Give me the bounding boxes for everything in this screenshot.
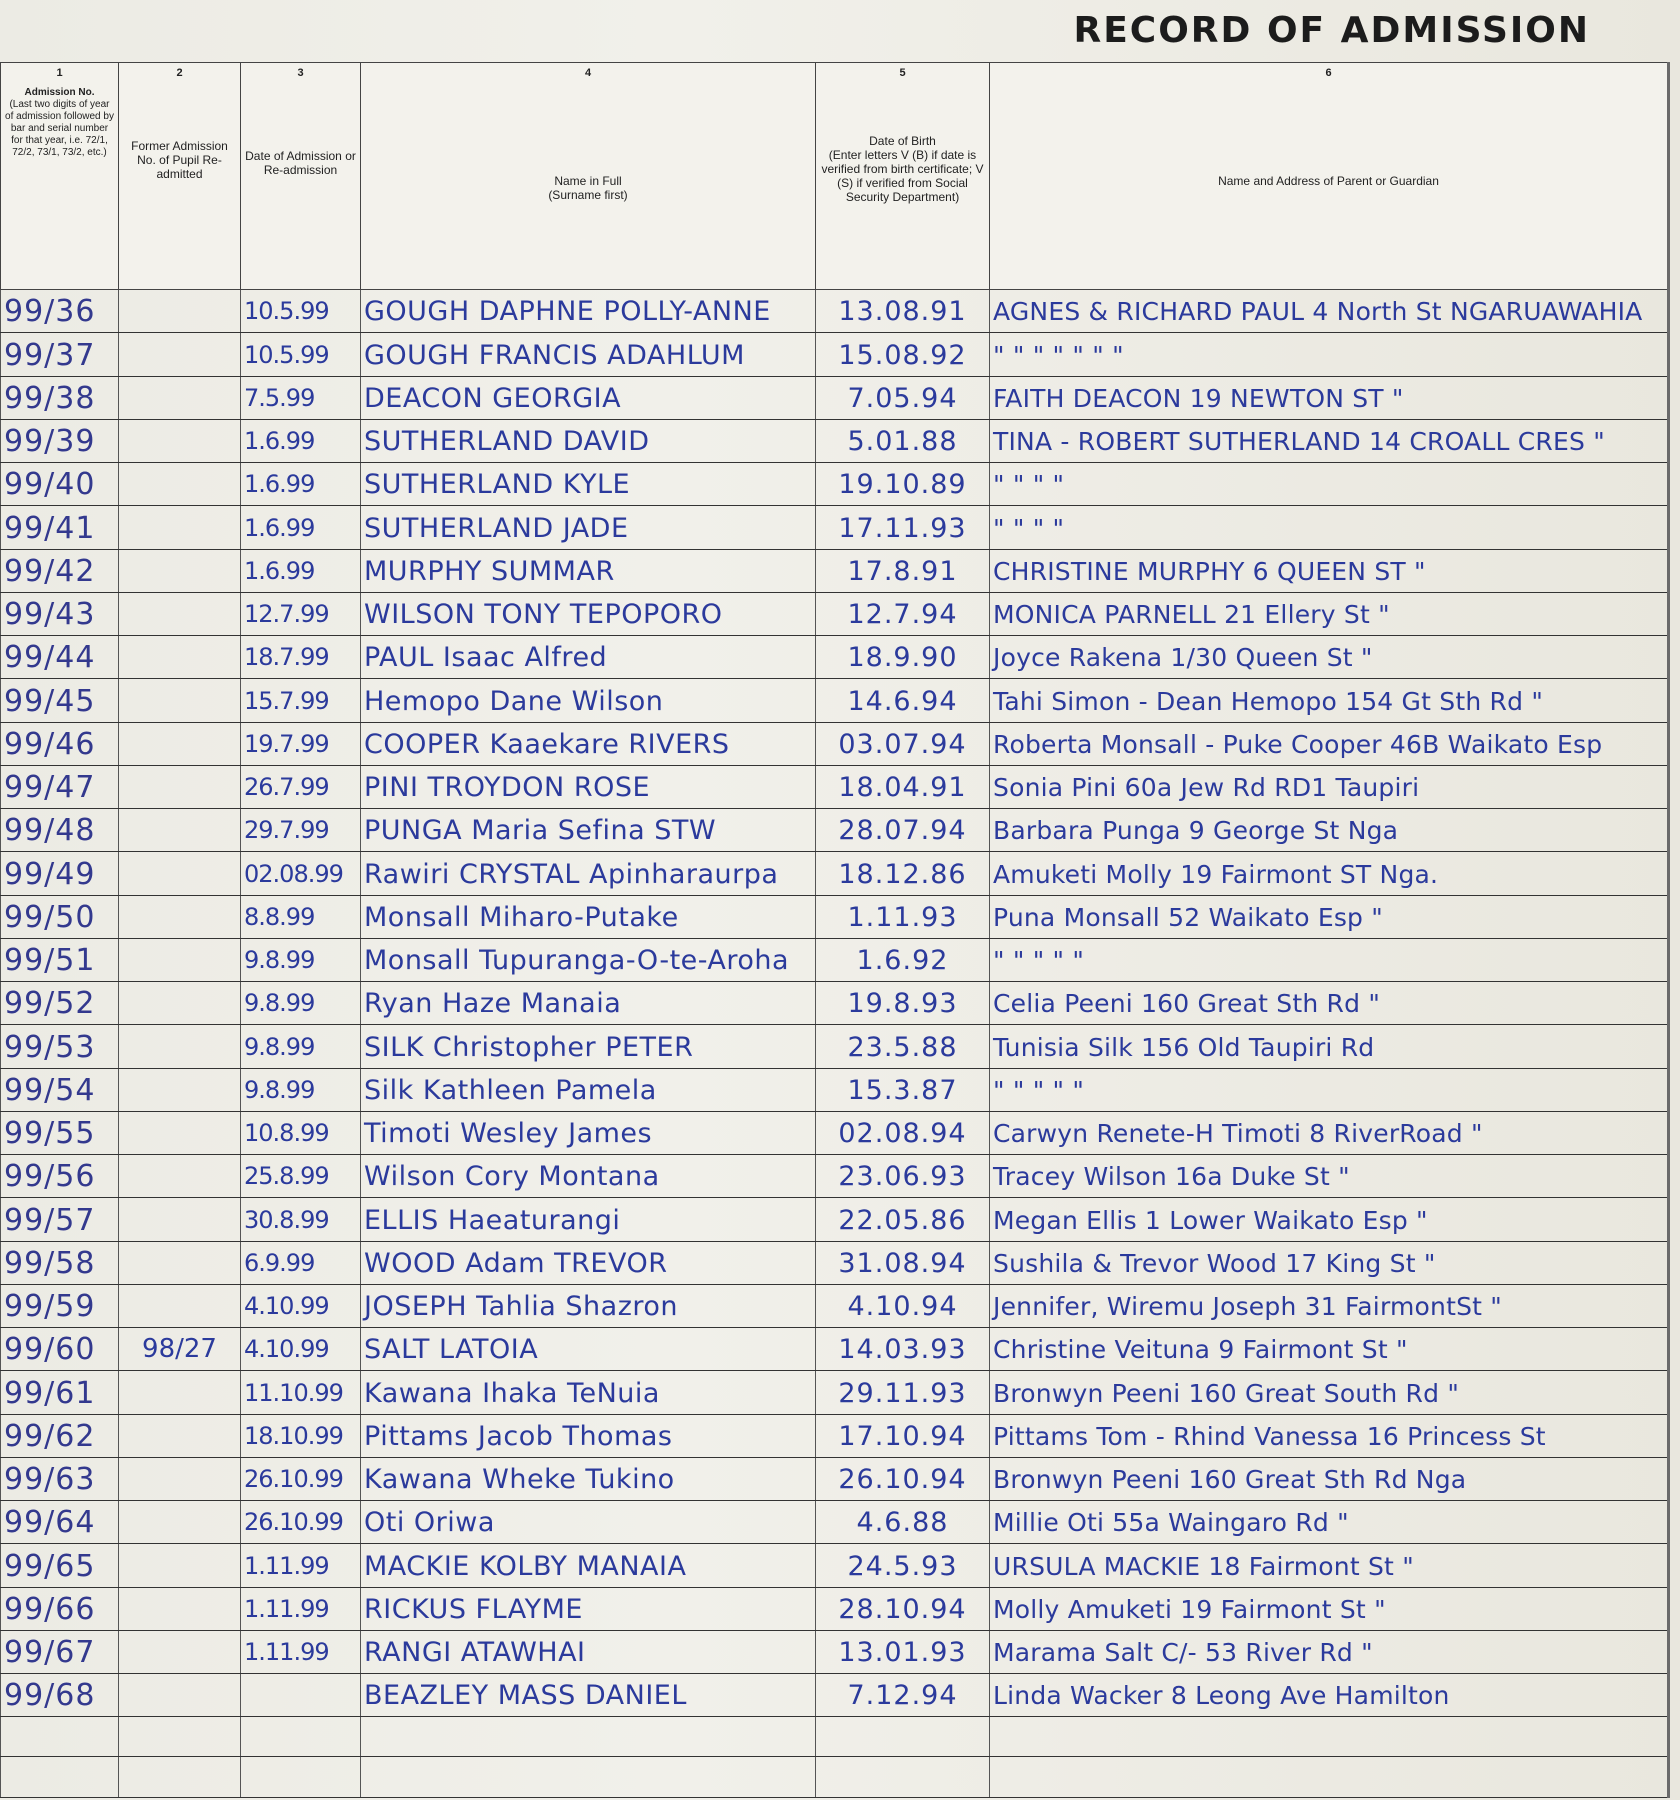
full-name-cell: COOPER Kaaekare RIVERS — [361, 722, 816, 765]
former-admission-no-cell — [119, 1198, 241, 1241]
admission-no-cell: 99/37 — [1, 333, 119, 376]
date-of-birth-cell: 18.04.91 — [816, 765, 990, 808]
admission-date-cell: 1.11.99 — [241, 1587, 361, 1630]
parent-guardian-cell: Sushila & Trevor Wood 17 King St " — [990, 1241, 1669, 1284]
former-admission-no-cell — [119, 333, 241, 376]
parent-guardian-cell: Christine Veituna 9 Fairmont St " — [990, 1328, 1669, 1371]
parent-guardian-cell: Tunisia Silk 156 Old Taupiri Rd — [990, 1025, 1669, 1068]
full-name-cell: Pittams Jacob Thomas — [361, 1414, 816, 1457]
admission-no-cell: 99/59 — [1, 1284, 119, 1327]
admission-date-cell: 12.7.99 — [241, 592, 361, 635]
date-of-birth-cell: 7.12.94 — [816, 1674, 990, 1717]
admission-no-cell: 99/51 — [1, 938, 119, 981]
column-number: 4 — [584, 67, 592, 79]
admission-no-cell: 99/42 — [1, 549, 119, 592]
empty-cell — [361, 1757, 816, 1798]
admission-no-cell: 99/46 — [1, 722, 119, 765]
date-of-birth-cell: 31.08.94 — [816, 1241, 990, 1284]
parent-guardian-cell: " " " " " — [990, 938, 1669, 981]
column-label: Date of Admission or Re-admission — [245, 149, 356, 177]
table-row — [1, 852, 1669, 895]
former-admission-no-cell — [119, 463, 241, 506]
admission-no-cell: 99/47 — [1, 765, 119, 808]
empty-cell — [1, 1757, 119, 1798]
table-row — [1, 1111, 1669, 1154]
former-admission-no-cell — [119, 636, 241, 679]
empty-cell — [119, 1717, 241, 1757]
column-number: 2 — [176, 67, 183, 79]
column-header-name-in-full — [361, 63, 816, 290]
parent-guardian-cell: MONICA PARNELL 21 Ellery St " — [990, 592, 1669, 635]
full-name-cell: JOSEPH Tahlia Shazron — [361, 1284, 816, 1327]
table-row — [1, 290, 1669, 333]
empty-cell — [241, 1717, 361, 1757]
full-name-cell: Kawana Ihaka TeNuia — [361, 1371, 816, 1414]
full-name-cell: Ryan Haze Manaia — [361, 982, 816, 1025]
column-header-parent-guardian — [990, 63, 1669, 290]
table-row — [1, 333, 1669, 376]
date-of-birth-cell: 1.11.93 — [816, 895, 990, 938]
admission-no-cell: 99/39 — [1, 419, 119, 462]
date-of-birth-cell: 1.6.92 — [816, 938, 990, 981]
parent-guardian-cell: FAITH DEACON 19 NEWTON ST " — [990, 376, 1669, 419]
full-name-cell: PAUL Isaac Alfred — [361, 636, 816, 679]
table-row — [1, 463, 1669, 506]
admission-date-cell: 18.7.99 — [241, 636, 361, 679]
admission-date-cell: 30.8.99 — [241, 1198, 361, 1241]
admission-no-cell: 99/62 — [1, 1414, 119, 1457]
full-name-cell: Hemopo Dane Wilson — [361, 679, 816, 722]
date-of-birth-cell: 15.3.87 — [816, 1068, 990, 1111]
empty-table-row — [1, 1717, 1669, 1757]
former-admission-no-cell — [119, 290, 241, 333]
table-row — [1, 679, 1669, 722]
empty-cell — [119, 1757, 241, 1798]
parent-guardian-cell: Molly Amuketi 19 Fairmont St " — [990, 1587, 1669, 1630]
parent-guardian-cell: Pittams Tom - Rhind Vanessa 16 Princess St — [990, 1414, 1669, 1457]
full-name-cell: BEAZLEY MASS DANIEL — [361, 1674, 816, 1717]
full-name-cell: GOUGH DAPHNE POLLY-ANNE — [361, 290, 816, 333]
table-row — [1, 809, 1669, 852]
full-name-cell: PINI TROYDON ROSE — [361, 765, 816, 808]
admission-date-cell: 10.5.99 — [241, 333, 361, 376]
former-admission-no-cell — [119, 1025, 241, 1068]
date-of-birth-cell: 14.6.94 — [816, 679, 990, 722]
admission-date-cell: 02.08.99 — [241, 852, 361, 895]
full-name-cell: Oti Oriwa — [361, 1501, 816, 1544]
full-name-cell: Silk Kathleen Pamela — [361, 1068, 816, 1111]
admission-no-cell: 99/64 — [1, 1501, 119, 1544]
full-name-cell: Rawiri CRYSTAL Apinharaurpa — [361, 852, 816, 895]
date-of-birth-cell: 22.05.86 — [816, 1198, 990, 1241]
former-admission-no-cell — [119, 1414, 241, 1457]
admission-no-cell: 99/60 — [1, 1328, 119, 1371]
parent-guardian-cell: Marama Salt C/- 53 River Rd " — [990, 1630, 1669, 1673]
former-admission-no-cell — [119, 852, 241, 895]
full-name-cell: Wilson Cory Montana — [361, 1155, 816, 1198]
table-row — [1, 1414, 1669, 1457]
table-row — [1, 982, 1669, 1025]
date-of-birth-cell: 17.10.94 — [816, 1414, 990, 1457]
column-note: (Surname first) — [548, 188, 628, 202]
date-of-birth-cell: 19.10.89 — [816, 463, 990, 506]
date-of-birth-cell: 29.11.93 — [816, 1371, 990, 1414]
admission-date-cell: 1.11.99 — [241, 1544, 361, 1587]
parent-guardian-cell: AGNES & RICHARD PAUL 4 North St NGARUAWAHIA — [990, 290, 1669, 333]
admission-date-cell: 8.8.99 — [241, 895, 361, 938]
former-admission-no-cell — [119, 765, 241, 808]
full-name-cell: Timoti Wesley James — [361, 1111, 816, 1154]
parent-guardian-cell: Jennifer, Wiremu Joseph 31 FairmontSt " — [990, 1284, 1669, 1327]
table-row — [1, 419, 1669, 462]
parent-guardian-cell: " " " " " — [990, 1068, 1669, 1111]
parent-guardian-cell: " " " " " " " — [990, 333, 1669, 376]
table-header — [1, 63, 1669, 290]
table-row — [1, 1025, 1669, 1068]
admission-date-cell: 6.9.99 — [241, 1241, 361, 1284]
former-admission-no-cell — [119, 679, 241, 722]
column-label: Name and Address of Parent or Guardian — [1218, 174, 1439, 188]
date-of-birth-cell: 18.12.86 — [816, 852, 990, 895]
former-admission-no-cell — [119, 1630, 241, 1673]
admission-no-cell: 99/44 — [1, 636, 119, 679]
column-header-admission-no — [1, 63, 119, 290]
date-of-birth-cell: 14.03.93 — [816, 1328, 990, 1371]
column-header-date-of-admission — [241, 63, 361, 290]
date-of-birth-cell: 26.10.94 — [816, 1457, 990, 1500]
former-admission-no-cell — [119, 722, 241, 765]
parent-guardian-cell: Bronwyn Peeni 160 Great South Rd " — [990, 1371, 1669, 1414]
full-name-cell: SALT LATOIA — [361, 1328, 816, 1371]
full-name-cell: SUTHERLAND KYLE — [361, 463, 816, 506]
table-body — [1, 290, 1669, 1798]
column-label: Name in Full — [554, 174, 622, 188]
former-admission-no-cell — [119, 549, 241, 592]
parent-guardian-cell: URSULA MACKIE 18 Fairmont St " — [990, 1544, 1669, 1587]
admission-date-cell: 29.7.99 — [241, 809, 361, 852]
admission-date-cell: 25.8.99 — [241, 1155, 361, 1198]
date-of-birth-cell: 23.06.93 — [816, 1155, 990, 1198]
admission-no-cell: 99/53 — [1, 1025, 119, 1068]
former-admission-no-cell — [119, 1111, 241, 1154]
former-admission-no-cell — [119, 982, 241, 1025]
table-row — [1, 938, 1669, 981]
admission-date-cell: 10.5.99 — [241, 290, 361, 333]
table-row — [1, 722, 1669, 765]
full-name-cell: SILK Christopher PETER — [361, 1025, 816, 1068]
admission-date-cell: 9.8.99 — [241, 982, 361, 1025]
table-row — [1, 636, 1669, 679]
date-of-birth-cell: 02.08.94 — [816, 1111, 990, 1154]
column-header-date-of-birth — [816, 63, 990, 290]
former-admission-no-cell — [119, 1284, 241, 1327]
date-of-birth-cell: 19.8.93 — [816, 982, 990, 1025]
full-name-cell: Monsall Tupuranga-O-te-Aroha — [361, 938, 816, 981]
parent-guardian-cell: Millie Oti 55a Waingaro Rd " — [990, 1501, 1669, 1544]
admission-date-cell: 4.10.99 — [241, 1284, 361, 1327]
parent-guardian-cell: Sonia Pini 60a Jew Rd RD1 Taupiri — [990, 765, 1669, 808]
admission-no-cell: 99/66 — [1, 1587, 119, 1630]
parent-guardian-cell: Celia Peeni 160 Great Sth Rd " — [990, 982, 1669, 1025]
full-name-cell: Monsall Miharo-Putake — [361, 895, 816, 938]
empty-cell — [816, 1717, 990, 1757]
parent-guardian-cell: " " " " — [990, 463, 1669, 506]
table-row — [1, 1241, 1669, 1284]
date-of-birth-cell: 03.07.94 — [816, 722, 990, 765]
admission-no-cell: 99/67 — [1, 1630, 119, 1673]
admission-no-cell: 99/55 — [1, 1111, 119, 1154]
admission-date-cell: 1.6.99 — [241, 549, 361, 592]
table-row — [1, 1674, 1669, 1717]
former-admission-no-cell — [119, 506, 241, 549]
empty-table-row — [1, 1757, 1669, 1798]
parent-guardian-cell: " " " " — [990, 506, 1669, 549]
admission-date-cell: 26.10.99 — [241, 1457, 361, 1500]
column-label: Former Admission No. of Pupil Re-admitted — [131, 139, 228, 181]
date-of-birth-cell: 17.11.93 — [816, 506, 990, 549]
former-admission-no-cell — [119, 1674, 241, 1717]
table-row — [1, 1371, 1669, 1414]
admission-no-cell: 99/63 — [1, 1457, 119, 1500]
full-name-cell: RANGI ATAWHAI — [361, 1630, 816, 1673]
date-of-birth-cell: 12.7.94 — [816, 592, 990, 635]
parent-guardian-cell: Bronwyn Peeni 160 Great Sth Rd Nga — [990, 1457, 1669, 1500]
parent-guardian-cell: Megan Ellis 1 Lower Waikato Esp " — [990, 1198, 1669, 1241]
empty-cell — [361, 1717, 816, 1757]
parent-guardian-cell: Amuketi Molly 19 Fairmont ST Nga. — [990, 852, 1669, 895]
full-name-cell: ELLIS Haeaturangi — [361, 1198, 816, 1241]
admission-no-cell: 99/38 — [1, 376, 119, 419]
date-of-birth-cell: 28.07.94 — [816, 809, 990, 852]
column-number: 3 — [297, 67, 304, 79]
admission-date-cell: 1.11.99 — [241, 1630, 361, 1673]
full-name-cell: WILSON TONY TEPOPORO — [361, 592, 816, 635]
parent-guardian-cell: TINA - ROBERT SUTHERLAND 14 CROALL CRES " — [990, 419, 1669, 462]
full-name-cell: Kawana Wheke Tukino — [361, 1457, 816, 1500]
column-note: (Enter letters V (B) if date is verified from birth certificate; V (S) if verified from Social Security Department) — [821, 148, 984, 204]
column-note: (Last two digits of year of admission followed by bar and serial number for that year, i.e. 72/1, 72/2, 73/1, 73/2, etc.) — [5, 99, 114, 158]
former-admission-no-cell — [119, 938, 241, 981]
admission-date-cell: 19.7.99 — [241, 722, 361, 765]
table-row — [1, 765, 1669, 808]
table-row — [1, 549, 1669, 592]
table-row — [1, 506, 1669, 549]
admission-no-cell: 99/58 — [1, 1241, 119, 1284]
date-of-birth-cell: 4.6.88 — [816, 1501, 990, 1544]
column-number: 1 — [56, 67, 63, 79]
full-name-cell: WOOD Adam TREVOR — [361, 1241, 816, 1284]
column-number: 6 — [1325, 67, 1332, 79]
former-admission-no-cell — [119, 1371, 241, 1414]
parent-guardian-cell: Carwyn Renete-H Timoti 8 RiverRoad " — [990, 1111, 1669, 1154]
admission-no-cell: 99/41 — [1, 506, 119, 549]
admission-no-cell: 99/57 — [1, 1198, 119, 1241]
date-of-birth-cell: 23.5.88 — [816, 1025, 990, 1068]
date-of-birth-cell: 7.05.94 — [816, 376, 990, 419]
full-name-cell: MACKIE KOLBY MANAIA — [361, 1544, 816, 1587]
admission-no-cell: 99/36 — [1, 290, 119, 333]
table-row — [1, 1284, 1669, 1327]
admission-no-cell: 99/52 — [1, 982, 119, 1025]
date-of-birth-cell: 15.08.92 — [816, 333, 990, 376]
parent-guardian-cell: Puna Monsall 52 Waikato Esp " — [990, 895, 1669, 938]
table-row — [1, 1587, 1669, 1630]
empty-cell — [241, 1757, 361, 1798]
column-header-former-admission-no — [119, 63, 241, 290]
admission-date-cell: 26.10.99 — [241, 1501, 361, 1544]
admission-date-cell: 9.8.99 — [241, 1068, 361, 1111]
admission-no-cell: 99/56 — [1, 1155, 119, 1198]
table-row — [1, 1457, 1669, 1500]
parent-guardian-cell: Joyce Rakena 1/30 Queen St " — [990, 636, 1669, 679]
admission-date-cell: 1.6.99 — [241, 419, 361, 462]
table-row — [1, 895, 1669, 938]
empty-cell — [990, 1757, 1669, 1798]
former-admission-no-cell — [119, 809, 241, 852]
admission-date-cell: 1.6.99 — [241, 463, 361, 506]
parent-guardian-cell: Tracey Wilson 16a Duke St " — [990, 1155, 1669, 1198]
date-of-birth-cell: 13.01.93 — [816, 1630, 990, 1673]
admission-no-cell: 99/54 — [1, 1068, 119, 1111]
admission-date-cell: 11.10.99 — [241, 1371, 361, 1414]
admission-date-cell: 1.6.99 — [241, 506, 361, 549]
full-name-cell: RICKUS FLAYME — [361, 1587, 816, 1630]
date-of-birth-cell: 4.10.94 — [816, 1284, 990, 1327]
full-name-cell: DEACON GEORGIA — [361, 376, 816, 419]
table-row — [1, 1068, 1669, 1111]
admission-no-cell: 99/68 — [1, 1674, 119, 1717]
empty-cell — [1, 1717, 119, 1757]
former-admission-no-cell — [119, 1544, 241, 1587]
admission-date-cell: 4.10.99 — [241, 1328, 361, 1371]
parent-guardian-cell: CHRISTINE MURPHY 6 QUEEN ST " — [990, 549, 1669, 592]
admission-date-cell: 15.7.99 — [241, 679, 361, 722]
admission-no-cell: 99/49 — [1, 852, 119, 895]
date-of-birth-cell: 28.10.94 — [816, 1587, 990, 1630]
date-of-birth-cell: 17.8.91 — [816, 549, 990, 592]
table-row — [1, 1198, 1669, 1241]
table-row — [1, 1328, 1669, 1371]
table-row — [1, 1544, 1669, 1587]
table-row — [1, 592, 1669, 635]
full-name-cell: SUTHERLAND DAVID — [361, 419, 816, 462]
admission-date-cell: 10.8.99 — [241, 1111, 361, 1154]
admission-no-cell: 99/50 — [1, 895, 119, 938]
column-label: Admission No. — [24, 87, 95, 98]
full-name-cell: MURPHY SUMMAR — [361, 549, 816, 592]
former-admission-no-cell — [119, 1068, 241, 1111]
date-of-birth-cell: 13.08.91 — [816, 290, 990, 333]
table-row — [1, 1501, 1669, 1544]
admission-no-cell: 99/48 — [1, 809, 119, 852]
former-admission-no-cell — [119, 592, 241, 635]
column-number: 5 — [899, 67, 906, 79]
table-row — [1, 1630, 1669, 1673]
former-admission-no-cell — [119, 895, 241, 938]
admission-no-cell: 99/45 — [1, 679, 119, 722]
former-admission-no-cell — [119, 1501, 241, 1544]
full-name-cell: SUTHERLAND JADE — [361, 506, 816, 549]
admission-date-cell: 9.8.99 — [241, 1025, 361, 1068]
empty-cell — [990, 1717, 1669, 1757]
date-of-birth-cell: 5.01.88 — [816, 419, 990, 462]
former-admission-no-cell — [119, 376, 241, 419]
former-admission-no-cell — [119, 1155, 241, 1198]
empty-cell — [816, 1757, 990, 1798]
parent-guardian-cell: Roberta Monsall - Puke Cooper 46B Waikato Esp — [990, 722, 1669, 765]
page-title: RECORD OF ADMISSION — [1073, 10, 1590, 51]
admission-date-cell: 9.8.99 — [241, 938, 361, 981]
admission-no-cell: 99/65 — [1, 1544, 119, 1587]
full-name-cell: PUNGA Maria Sefina STW — [361, 809, 816, 852]
parent-guardian-cell: Barbara Punga 9 George St Nga — [990, 809, 1669, 852]
table-row — [1, 1155, 1669, 1198]
table-row — [1, 376, 1669, 419]
former-admission-no-cell — [119, 419, 241, 462]
admission-date-cell — [241, 1674, 361, 1717]
full-name-cell: GOUGH FRANCIS ADAHLUM — [361, 333, 816, 376]
date-of-birth-cell: 24.5.93 — [816, 1544, 990, 1587]
admission-table — [0, 62, 1670, 1798]
former-admission-no-cell — [119, 1241, 241, 1284]
parent-guardian-cell: Linda Wacker 8 Leong Ave Hamilton — [990, 1674, 1669, 1717]
admission-no-cell: 99/61 — [1, 1371, 119, 1414]
admission-date-cell: 26.7.99 — [241, 765, 361, 808]
former-admission-no-cell: 98/27 — [119, 1328, 241, 1371]
former-admission-no-cell — [119, 1587, 241, 1630]
parent-guardian-cell: Tahi Simon - Dean Hemopo 154 Gt Sth Rd " — [990, 679, 1669, 722]
admission-no-cell: 99/43 — [1, 592, 119, 635]
date-of-birth-cell: 18.9.90 — [816, 636, 990, 679]
admission-date-cell: 18.10.99 — [241, 1414, 361, 1457]
former-admission-no-cell — [119, 1457, 241, 1500]
column-label: Date of Birth — [869, 134, 936, 148]
admission-no-cell: 99/40 — [1, 463, 119, 506]
admission-date-cell: 7.5.99 — [241, 376, 361, 419]
